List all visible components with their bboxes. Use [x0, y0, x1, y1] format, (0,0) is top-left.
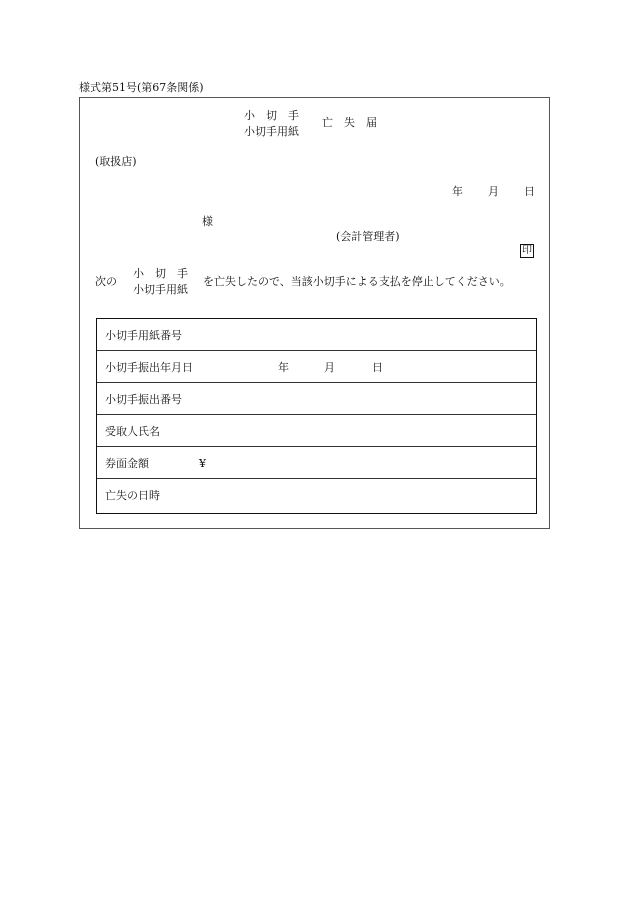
statement-option-1: 小 切 手 [133, 267, 188, 280]
title-line-2: 小切手用紙 [244, 125, 299, 138]
row-label-issue-number: 小切手振出番号 [105, 393, 182, 406]
issue-date-day: 日 [372, 361, 383, 374]
issue-date-month: 月 [324, 361, 335, 374]
statement-prefix: 次の [95, 275, 117, 288]
table-row [97, 447, 536, 479]
table-row [97, 479, 536, 511]
date-month: 月 [488, 185, 499, 198]
issue-date-year: 年 [278, 361, 289, 374]
statement-suffix: を亡失したので、当該小切手による支払を停止してください。 [203, 275, 511, 288]
currency-symbol: ¥ [199, 457, 206, 470]
date-day: 日 [524, 185, 535, 198]
table-row [97, 319, 536, 351]
title-suffix: 亡 失 届 [322, 116, 377, 129]
row-label-blank-number: 小切手用紙番号 [105, 329, 182, 342]
date-year: 年 [452, 185, 463, 198]
addressee-honorific: 様 [202, 215, 213, 228]
table-row [97, 351, 536, 383]
applicant-label: (会計管理者) [336, 230, 400, 243]
row-label-issue-date: 小切手振出年月日 [105, 361, 193, 374]
seal-mark: 印 [522, 245, 532, 256]
row-label-payee-name: 受取人氏名 [105, 425, 160, 438]
row-label-face-amount: 券面金額 [105, 457, 149, 470]
form-number: 様式第51号(第67条関係) [79, 81, 204, 94]
title-line-1: 小 切 手 [244, 109, 299, 122]
statement-option-2: 小切手用紙 [133, 283, 188, 296]
row-label-loss-datetime: 亡失の日時 [105, 489, 160, 502]
table-row [97, 415, 536, 447]
branch-label: (取扱店) [95, 155, 137, 168]
detail-table [96, 318, 537, 514]
table-row [97, 383, 536, 415]
